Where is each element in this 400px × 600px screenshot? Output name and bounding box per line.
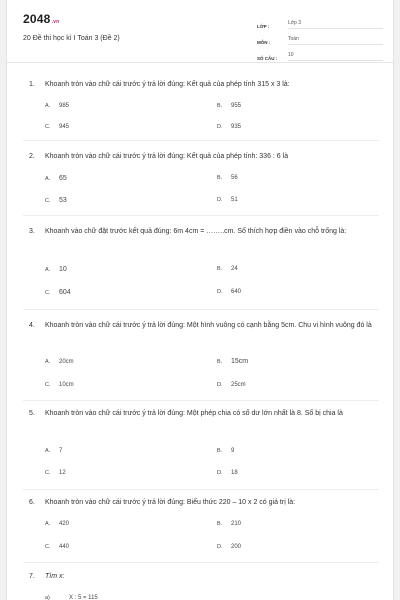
meta-row-subject [257,31,383,45]
option-b[interactable] [217,103,241,109]
option-value: 24 [231,266,238,272]
option-value: 420 [59,521,70,527]
option-value: 53 [59,197,67,204]
option-a[interactable] [45,448,62,454]
option-letter: A. [45,448,51,454]
meta-value: Toán [288,36,383,45]
question-text: Khoanh tròn vào chữ cái trước ý trả lời đúng: Kết quả của phép tính: 336 : 6 là [45,153,289,160]
option-letter: B. [217,175,223,181]
sub-letter: a) [45,595,50,600]
option-value: 12 [59,470,66,476]
option-value: 985 [59,103,70,109]
option-letter: C. [45,290,51,296]
option-letter: D. [217,544,223,550]
meta-value: 10 [288,52,383,61]
page-header [7,0,393,63]
option-value: 10 [59,266,67,273]
option-d[interactable] [217,544,241,550]
option-value: 51 [231,197,238,203]
option-d[interactable] [217,289,241,295]
question-number: 4. [29,322,35,329]
option-b[interactable] [217,521,241,527]
question-divider [23,489,379,490]
option-value: 955 [231,103,242,109]
meta-label: MÔN : [257,40,271,45]
option-letter: B. [217,521,223,527]
option-c[interactable] [45,470,66,476]
meta-row-count [257,47,383,61]
option-letter: C. [45,124,51,130]
document-title: 20 Đề thi học kì I Toán 3 (Đề 2) [23,35,120,42]
option-letter: D. [217,382,223,388]
option-letter: D. [217,289,223,295]
option-a[interactable] [45,359,74,365]
logo-text: 2048 [23,12,51,26]
option-letter: D. [217,124,223,130]
sub-question-a [45,595,98,600]
question-text: Khoanh vào chữ đặt trước kết quả đúng: 6m 4cm = ……..cm. Số thích hợp điền vào chỗ trống là: [45,228,347,235]
option-letter: A. [45,103,51,109]
option-a[interactable] [45,103,69,109]
option-c[interactable] [45,289,71,296]
question-text: Khoanh tròn vào chữ cái trước ý trả lời đúng: Kết quả của phép tính 315 x 3 là: [45,81,290,88]
option-value: 200 [231,544,242,550]
option-letter: A. [45,267,51,273]
question-number: 2. [29,153,35,160]
option-letter: A. [45,359,51,365]
option-a[interactable] [45,175,67,182]
option-letter: C. [45,198,51,204]
option-value: 440 [59,544,70,550]
option-value: 18 [231,470,238,476]
option-b[interactable] [217,448,234,454]
option-value: 9 [231,448,235,454]
option-letter: A. [45,176,51,182]
option-b[interactable] [217,175,238,181]
option-d[interactable] [217,124,241,130]
option-value: 945 [59,124,70,130]
option-c[interactable] [45,544,69,550]
option-d[interactable] [217,470,238,476]
option-letter: B. [217,359,223,365]
option-letter: A. [45,521,51,527]
option-d[interactable] [217,197,238,203]
option-letter: B. [217,266,223,272]
question-divider [23,562,379,563]
option-b[interactable] [217,266,238,272]
question-divider [23,309,379,310]
exam-sheet [6,0,394,600]
site-logo[interactable] [23,12,59,26]
question-text: Khoanh tròn vào chữ cái trước ý trả lời đúng: Biểu thức 220 – 10 x 2 có giá trị là: [45,499,296,506]
meta-row-class [257,15,383,29]
question-divider [23,400,379,401]
option-a[interactable] [45,521,69,527]
option-d[interactable] [217,382,246,388]
logo-suffix: .vn [51,19,60,25]
option-value: 604 [59,289,71,296]
question-text: Khoanh tròn vào chữ cái trước ý trả lời đúng: Một phép chia có số dư lớn nhất là 8. Số bị chia là [45,410,343,417]
option-letter: C. [45,382,51,388]
option-letter: C. [45,544,51,550]
question-divider [23,140,379,141]
option-a[interactable] [45,266,67,273]
question-text: Khoanh tròn vào chữ cái trước ý trả lời đúng: Một hình vuông có cạnh bằng 5cm. Chu vi hình vuông đó là [45,322,372,329]
question-number: 7. [29,573,35,580]
sub-expression: X : 5 = 115 [69,595,98,600]
option-c[interactable] [45,382,74,388]
question-number: 5. [29,410,35,417]
option-value: 25cm [231,382,246,388]
option-letter: B. [217,103,223,109]
option-value: 20cm [59,359,74,365]
option-value: 210 [231,521,242,527]
option-letter: C. [45,470,51,476]
exam-meta [257,15,383,61]
option-c[interactable] [45,124,69,130]
option-letter: D. [217,470,223,476]
meta-value: Lớp 3 [288,20,383,29]
question-text: Tìm x: [45,573,65,580]
option-letter: D. [217,197,223,203]
question-number: 1. [29,81,35,88]
question-number: 3. [29,228,35,235]
question-number: 6. [29,499,35,506]
option-letter: B. [217,448,223,454]
option-value: 56 [231,175,238,181]
option-b[interactable] [217,358,248,365]
meta-label: SỐ CÂU : [257,56,278,61]
option-c[interactable] [45,197,67,204]
meta-label: LỚP : [257,24,270,29]
question-divider [23,215,379,216]
option-value: 935 [231,124,242,130]
option-value: 640 [231,289,242,295]
option-value: 65 [59,175,67,182]
option-value: 10cm [59,382,74,388]
option-value: 7 [59,448,63,454]
option-value: 15cm [231,358,249,365]
